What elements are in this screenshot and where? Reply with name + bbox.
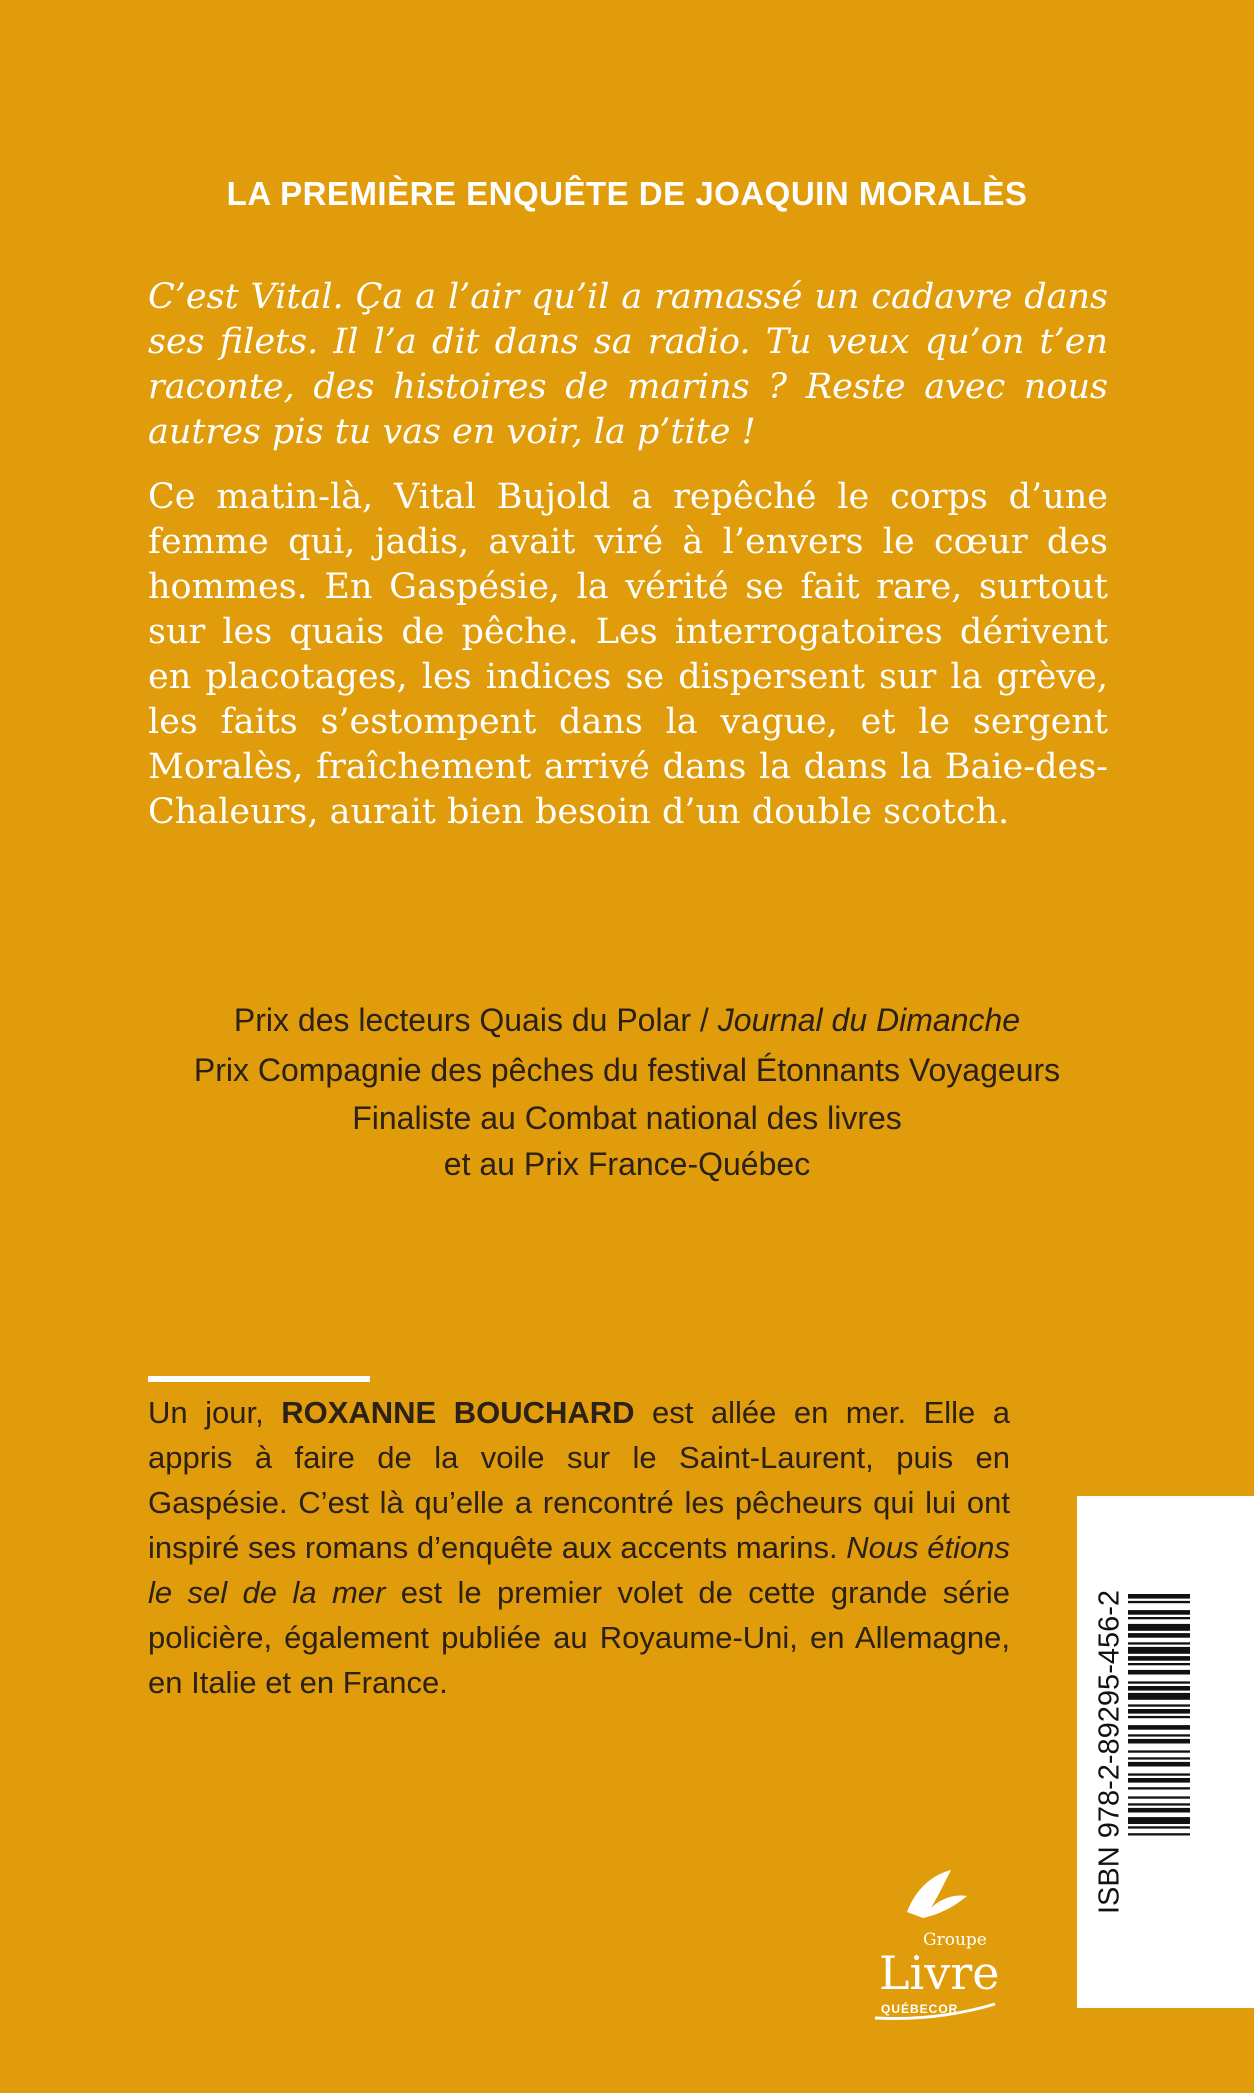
barcode-bar xyxy=(1128,1757,1190,1759)
barcode-bar xyxy=(1128,1693,1190,1700)
award-1-publication: Journal du Dimanche xyxy=(717,1002,1021,1038)
barcode-bar xyxy=(1128,1681,1190,1683)
barcode-bar xyxy=(1128,1803,1190,1805)
award-line-4: et au Prix France-Québec xyxy=(443,1146,811,1182)
award-line-1 xyxy=(100,995,1154,1045)
barcode-bar xyxy=(1128,1617,1190,1619)
award-line-2: Prix Compagnie des pêches du festival Étonnants Voyageurs xyxy=(193,1052,1061,1088)
barcode-bar xyxy=(1128,1739,1190,1744)
logo-livre: Livre xyxy=(879,1946,1000,2000)
barcode-bar xyxy=(1128,1709,1190,1714)
logo-quebecor: QUÉBECOR xyxy=(881,2002,959,2016)
isbn-label: ISBN 978-2-89295-456-2 xyxy=(1093,1589,1126,1915)
barcode-bar xyxy=(1128,1642,1190,1644)
publisher-logo xyxy=(845,1868,1015,2038)
bio-text: est allée en mer. Elle a appris à faire de la voile sur le Saint-Laurent, puis en Gaspésie. C’est là qu’elle a rencontré les pêcheurs qui lui ont inspiré ses romans d’enquête aux accents marins. xyxy=(148,1395,1011,1565)
barcode-bar xyxy=(1128,1647,1190,1654)
barcode-bar xyxy=(1128,1624,1190,1631)
barcode-bar xyxy=(1128,1750,1190,1752)
bio-intro: Un jour, xyxy=(148,1395,282,1430)
barcode-bar xyxy=(1128,1716,1190,1718)
barcode-bar xyxy=(1128,1610,1190,1615)
author-name: ROXANNE BOUCHARD xyxy=(281,1395,635,1430)
logo-groupe: Groupe xyxy=(923,1930,987,1950)
barcode-bar xyxy=(1128,1817,1190,1824)
bio-rest: est le premier volet de cette grande série policière, également publiée au Royaume-Uni, en Allemagne, en Italie et en France. xyxy=(148,1575,1010,1700)
barcode-bar xyxy=(1128,1808,1190,1813)
divider-rule xyxy=(148,1376,370,1382)
author-bio xyxy=(148,1390,1010,1705)
series-heading: LA PREMIÈRE ENQUÊTE DE JOAQUIN MORALÈS xyxy=(226,175,1028,212)
award-1-text: Prix des lecteurs Quais du Polar / xyxy=(233,1002,718,1038)
barcode-bar xyxy=(1128,1656,1190,1661)
barcode-bar xyxy=(1128,1633,1190,1638)
barcode-bar xyxy=(1128,1670,1190,1675)
barcode-bar xyxy=(1128,1762,1190,1767)
barcode xyxy=(1128,1594,1190,1912)
book-title: Nous étions le sel de la mer xyxy=(148,1530,1010,1610)
barcode-bar xyxy=(1128,1787,1190,1789)
barcode-bar xyxy=(1128,1778,1190,1783)
barcode-bar xyxy=(1128,1663,1190,1665)
barcode-bar xyxy=(1128,1734,1190,1736)
award-line-3: Finaliste au Combat national des livres xyxy=(352,1100,902,1136)
barcode-bar xyxy=(1128,1833,1190,1835)
barcode-bar xyxy=(1128,1796,1190,1798)
barcode-bar xyxy=(1128,1594,1190,1599)
barcode-bar xyxy=(1128,1826,1190,1828)
barcode-bar xyxy=(1128,1601,1190,1603)
synopsis: Ce matin-là, Vital Bujold a repêché le corps d’une femme qui, jadis, avait viré à l’envers le cœur des hommes. En Gaspésie, la vérité se fait rare, surtout sur les quais de pêche. Les interrogatoires dérivent en placotages, les indices se dispersent sur la grève, les faits s’estompent dans la vague, et le sergent Moralès, fraîchement arrivé dans la dans la Baie-des-Chaleurs, aurait bien besoin d’un double scotch. xyxy=(148,477,1108,832)
barcode-bar xyxy=(1128,1725,1190,1730)
opening-quote: C’est Vital. Ça a l’air qu’il a ramassé un cadavre dans ses filets. Il l’a dit dans sa radio. Tu veux qu’on t’en raconte, des histoires de marins ? Reste avec nous autres pis tu vas en voir, la p’tite ! xyxy=(148,277,1108,452)
awards-block xyxy=(100,995,1154,1187)
barcode-bar xyxy=(1128,1773,1190,1775)
barcode-bar xyxy=(1128,1686,1190,1691)
barcode-bar xyxy=(1128,1704,1190,1706)
